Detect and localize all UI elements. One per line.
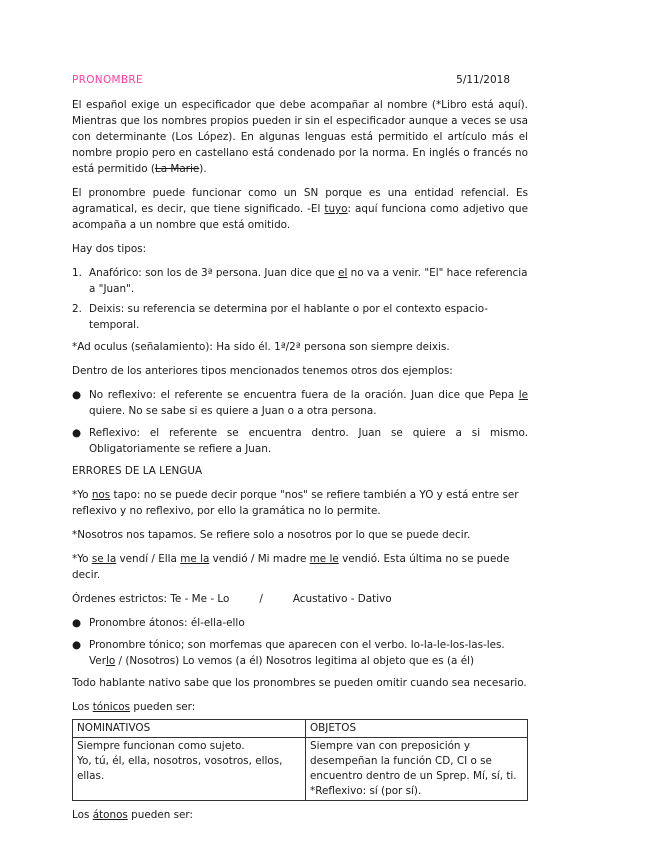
numbered-list bbox=[72, 265, 528, 333]
bullet-icon: ● bbox=[72, 617, 82, 629]
bullet-icon: ● bbox=[72, 389, 82, 401]
document-date: 5/11/2018 bbox=[456, 74, 510, 86]
bullet-icon: ● bbox=[72, 427, 82, 439]
paragraph-tonicos: Los tónicos pueden ser: bbox=[72, 701, 196, 713]
bullet-list-reflexive bbox=[72, 387, 528, 457]
underlined-word: tuyo bbox=[324, 203, 348, 215]
list-item: ● Pronombre átonos: él-ella-ello bbox=[72, 617, 245, 629]
list-item: ● No reflexivo: el referente se encuentra fuera de la oración. Juan dice que Pepa le quiere. No se sabe si es quiere a Juan o a otra persona. bbox=[72, 389, 528, 417]
bullet-list-pronombres bbox=[72, 615, 528, 669]
bullet-icon: ● bbox=[72, 639, 82, 651]
table-header-cell: NOMINATIVOS bbox=[73, 720, 306, 738]
table-row bbox=[73, 738, 528, 801]
table-header-cell: OBJETOS bbox=[306, 720, 528, 738]
pronoun-table bbox=[72, 719, 528, 801]
paragraph-types: Hay dos tipos: bbox=[72, 243, 147, 255]
paragraph-ad-oculus: *Ad oculus (señalamiento): Ha sido él. 1ª/2ª persona son siempre deixis. bbox=[72, 341, 450, 353]
list-item: 1. Anafórico: son los de 3ª persona. Juan dice que el no va a venir. "El" hace referencia a "Juan". bbox=[72, 267, 528, 295]
document-title: PRONOMBRE bbox=[72, 74, 143, 86]
paragraph-atonos: Los átonos pueden ser: bbox=[72, 809, 193, 821]
list-item: 2. Deixis: su referencia se determina por el hablante o por el contexto espacio-temporal. bbox=[72, 303, 489, 331]
document-body bbox=[72, 97, 528, 831]
list-item: ● Reflexivo: el referente se encuentra dentro. Juan se quiere a si mismo. Obligatoriamente se refiere a Juan. bbox=[72, 427, 528, 455]
paragraph-sn: El pronombre puede funcionar como un SN porque es una entidad refencial. Es agramatical, es decir, que tiene significado. -El tuyo: aquí funciona como adjetivo que acompaña a un nombre que está omitido. bbox=[72, 187, 528, 231]
table-cell-objetos: Siempre van con preposición y desempeñan la función CD, CI o se encuentro dentro de un Sprep. Mí, sí, ti. *Reflexivo: sí (por sí). bbox=[306, 738, 528, 801]
paragraph-nosotros: *Nosotros nos tapamos. Se refiere solo a nosotros por lo que se puede decir. bbox=[72, 529, 471, 541]
table-cell-nominativos: Siempre funcionan como sujeto. Yo, tú, él, ella, nosotros, vosotros, ellos, ellas. bbox=[73, 738, 306, 801]
paragraph-dentro: Dentro de los anteriores tipos mencionados tenemos otros dos ejemplos: bbox=[72, 365, 453, 377]
paragraph-intro: El español exige un especificador que debe acompañar al nombre (*Libro está aquí). Mientras que los nombres propios pueden ir sin el especificador aunque a veces se usa con determinante (Los López). En algunas lenguas está permitido el artículo más el nombre propio pero en castellano está condenado por la norma. En inglés o francés no está permitido (La Marie). bbox=[72, 99, 528, 175]
paragraph-vendi: *Yo se la vendí / Ella me la vendió / Mi madre me le vendió. Esta última no se puede decir. bbox=[72, 553, 510, 581]
paragraph-yo-nos: *Yo nos tapo: no se puede decir porque "nos" se refiere también a YO y está entre ser reflexivo y no reflexivo, por ello la gramática no lo permite. bbox=[72, 489, 519, 517]
paragraph-todo-hablante: Todo hablante nativo sabe que los pronombres se pueden omitir cuando sea necesario. bbox=[72, 677, 527, 689]
section-heading-errores: ERRORES DE LA LENGUA bbox=[72, 465, 203, 477]
struck-text: La Marie bbox=[154, 163, 200, 175]
page-header bbox=[72, 74, 510, 86]
list-item: ● Pronombre tónico; son morfemas que aparecen con el verbo. lo-la-le-los-las-les. Verlo / (Nosotros) Lo vemos (a él) Nosotros legitima al objeto que es (a él) bbox=[72, 639, 505, 667]
paragraph-ordenes: Órdenes estrictos: Te - Me - Lo / Acustativo - Dativo bbox=[72, 593, 392, 605]
table-header-row bbox=[73, 720, 528, 738]
